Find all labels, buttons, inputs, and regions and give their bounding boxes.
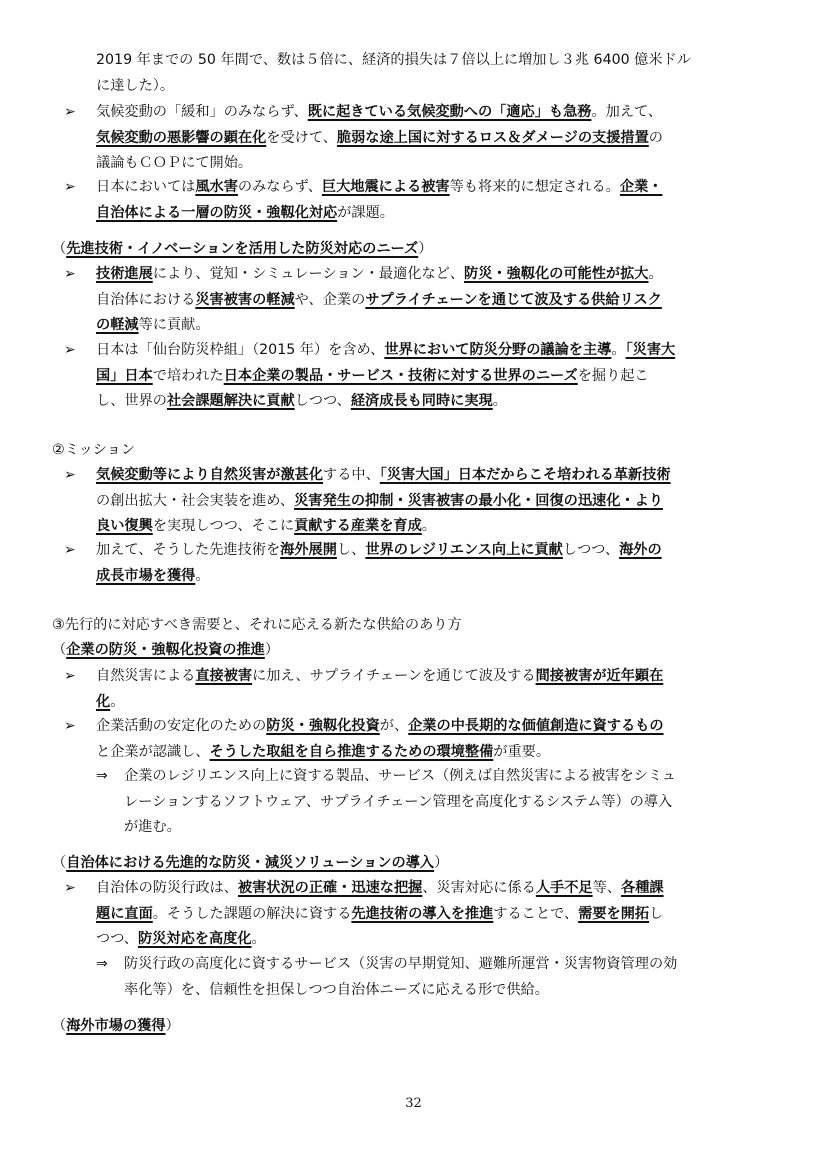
body-text: ③先行的に対応すべき需要と、それに応える新たな供給のあり方 [52, 617, 462, 633]
text-line [96, 313, 663, 339]
body-text: ） [165, 1018, 180, 1034]
body-text: の [648, 129, 663, 146]
body-text: 。加えて、 [591, 104, 663, 120]
emphasis-text: 気候変動の悪影響の顕在化 [96, 129, 267, 146]
body-text: ） [434, 855, 449, 871]
text-line [96, 126, 663, 152]
emphasis-text: 海外の [619, 542, 662, 558]
body-text: 加えて、そうした先進技術を [96, 542, 281, 558]
body-text: 。 [648, 266, 663, 282]
body-text: を受けて、 [266, 129, 337, 146]
body-text: レーションするソフトウェア、サプライチェーン管理を高度化するシステム等）の導入 [124, 793, 673, 810]
arrow-marker: ⇒ [96, 768, 108, 784]
text-line [124, 764, 676, 790]
text-line [96, 389, 675, 415]
body-text: （ [52, 855, 67, 871]
text-line [96, 74, 691, 100]
emphasis-text: 気候変動等により自然災害が激甚化 [96, 467, 324, 483]
body-text: を実現しつつ、そこに [152, 518, 295, 534]
bullet-marker: ➢ [64, 718, 76, 734]
text-line [124, 978, 677, 1004]
body-text: 。 [110, 693, 125, 710]
emphasis-text: 成長市場を獲得 [96, 567, 196, 584]
body-text: 。 [611, 342, 626, 358]
body-text: 等、 [592, 880, 622, 896]
bullet-mission-overseas [96, 538, 662, 589]
body-text: 。 [421, 518, 436, 534]
body-text: 日本は「仙台防災枠組」（2015 年）を含め、 [96, 342, 385, 358]
text-line [124, 952, 677, 978]
text-line [96, 740, 664, 766]
emphasis-text: 直接被害 [195, 668, 253, 684]
emphasis-text: 経済成長も同時に実現 [350, 393, 493, 409]
emphasis-text: 既に起きている気候変動への「適応」も急務 [307, 104, 592, 120]
arrow-marker: ⇒ [96, 956, 108, 972]
bullet-japan-disasters [96, 175, 662, 226]
text-line [96, 201, 662, 227]
arrow-item-corporate-products [124, 764, 676, 841]
body-text: する中、 [323, 467, 380, 483]
bullet-resilience-investment [96, 714, 664, 765]
section-mission-heading [52, 438, 135, 464]
text-line [96, 151, 663, 177]
page-number: 32 [405, 1096, 422, 1111]
body-text: 。 [251, 931, 266, 947]
body-text: 自然災害による [96, 668, 196, 684]
body-text: （ [52, 1018, 67, 1034]
emphasis-text: 先進技術・イノベーションを活用した防災対応のニーズ [66, 241, 419, 257]
text-line [96, 338, 675, 364]
bullet-municipal-admin [96, 876, 664, 953]
body-text: 気候変動の「緩和」のみならず、 [96, 104, 308, 120]
text-line [52, 237, 432, 263]
body-text: と企業が認識し、 [96, 743, 210, 760]
body-text: 企業のレジリエンス向上に資する製品、サービス（例えば自然災害による被害をシミュ [124, 768, 676, 784]
emphasis-text: 海外市場の獲得 [66, 1018, 166, 1034]
emphasis-text: の軽減 [96, 317, 139, 333]
text-line [52, 613, 462, 639]
emphasis-text: サプライチェーンを通じて波及する供給リスク [365, 291, 662, 308]
body-text: が進む。 [124, 819, 181, 835]
emphasis-text: 自治体による一層の防災・強靱化対応 [96, 204, 338, 221]
text-line [124, 790, 676, 816]
body-text: 議論もＣＯＰにて開始。 [96, 155, 253, 171]
text-line [52, 638, 279, 664]
emphasis-text: 社会課題解決に貢献 [166, 393, 295, 409]
text-line [96, 48, 691, 74]
emphasis-text: 貢献する産業を育成 [294, 518, 422, 534]
bullet-adaptation [96, 100, 663, 177]
text-line [96, 714, 664, 740]
bullet-marker: ➢ [64, 467, 76, 483]
body-text: を掘り起こ [577, 367, 649, 384]
body-text: 率化等）を、信頼性を担保しつつ自治体ニーズに応える形で供給。 [124, 981, 549, 998]
body-text: により、覚知・シミュレーション・最適化など、 [152, 266, 465, 282]
heading-corporate-investment [52, 638, 279, 664]
text-line [96, 514, 671, 540]
body-text: や、企業の [294, 291, 366, 308]
emphasis-text: 国」日本 [96, 367, 153, 384]
emphasis-text: 企業・ [619, 179, 663, 195]
text-line [96, 664, 663, 690]
emphasis-text: 防災対応を高度化 [138, 931, 252, 947]
emphasis-text: 巨大地震による被害 [321, 179, 450, 195]
body-text: （ [52, 642, 67, 658]
emphasis-text: 企業の中長期的な価値創造に資するもの [408, 718, 664, 734]
text-line [96, 262, 663, 288]
emphasis-text: 災害被害の軽減 [195, 291, 295, 308]
bullet-marker: ➢ [64, 542, 76, 558]
heading-municipal-solutions [52, 851, 448, 877]
emphasis-text: 先進技術の導入を推進 [351, 905, 494, 922]
text-line [96, 927, 664, 953]
bullet-marker: ➢ [64, 266, 76, 282]
emphasis-text: 日本企業の製品・サービス・技術に対する世界のニーズ [223, 367, 578, 384]
body-text: 日本においては [96, 179, 196, 195]
body-text: 2019 年までの 50 年間で、数は５倍に、経済的損失は７倍以上に増加し３兆 6400 億米ドル [96, 52, 691, 68]
intro-paragraph [96, 48, 691, 99]
body-text: しつつ、 [562, 542, 620, 558]
body-text: し、 [336, 542, 366, 558]
bullet-tech-progress [96, 262, 663, 339]
body-text: で培われた [152, 367, 224, 384]
body-text: 。 [195, 567, 210, 584]
emphasis-text: 脆弱な途上国に対するロス＆ダメージの支援措置 [336, 129, 649, 146]
body-text: しつつ、 [294, 393, 351, 409]
body-text: 自治体における [96, 291, 196, 308]
text-line [52, 1014, 180, 1040]
emphasis-text: 化 [96, 693, 111, 710]
emphasis-text: 需要を開拓 [578, 905, 650, 922]
text-line [96, 489, 671, 515]
body-text: ②ミッション [52, 442, 136, 458]
text-line [52, 438, 135, 464]
bullet-marker: ➢ [64, 104, 76, 120]
body-text: 。 [492, 393, 507, 409]
emphasis-text: 人手不足 [535, 880, 593, 896]
text-line [96, 690, 663, 716]
body-text: ） [418, 241, 433, 257]
emphasis-text: 「災害大国」日本だからこそ培われる革新技術 [379, 467, 671, 483]
heading-overseas-market [52, 1014, 180, 1040]
text-line [96, 463, 671, 489]
bullet-indirect-damage [96, 664, 663, 715]
arrow-item-municipal-services [124, 952, 677, 1003]
body-text: し [649, 905, 664, 922]
heading-tech-needs [52, 237, 432, 263]
bullet-marker: ➢ [64, 880, 76, 896]
emphasis-text: 防災・強靱化の可能性が拡大 [464, 266, 649, 282]
body-text: 企業活動の安定化のための [96, 718, 267, 734]
body-text: し、世界の [96, 393, 167, 409]
body-text: 防災行政の高度化に資するサービス（災害の早期覚知、避難所運営・災害物資管理の効 [124, 956, 678, 972]
emphasis-text: 各種課 [621, 880, 664, 896]
body-text: することで、 [493, 905, 579, 922]
bullet-marker: ➢ [64, 342, 76, 358]
body-text: ） [264, 642, 280, 658]
text-line [96, 538, 662, 564]
emphasis-text: 企業の防災・強靱化投資の推進 [66, 642, 265, 658]
body-text: 、災害対応に係る [422, 880, 536, 896]
text-line [96, 175, 662, 201]
emphasis-text: 題に直面 [96, 905, 153, 922]
text-line [96, 902, 664, 928]
body-text: に加え、サプライチェーンを通じて波及する [252, 668, 536, 684]
body-text: 自治体の防災行政は、 [96, 880, 238, 896]
bullet-sendai-framework [96, 338, 675, 415]
body-text: つつ、 [96, 931, 138, 947]
text-line [96, 564, 662, 590]
body-text: のみならず、 [237, 179, 322, 195]
body-text: 等も将来的に想定される。 [449, 179, 620, 195]
bullet-marker: ➢ [64, 668, 76, 684]
emphasis-text: そうした取組を自ら推進するための環境整備 [209, 743, 494, 760]
emphasis-text: 技術進展 [96, 266, 153, 282]
emphasis-text: 世界において防災分野の議論を主導 [384, 342, 612, 358]
emphasis-text: 世界のレジリエンス向上に貢献 [365, 542, 563, 558]
emphasis-text: 自治体における先進的な防災・減災ソリューションの導入 [66, 855, 435, 871]
text-line [96, 100, 663, 126]
body-text: が、 [379, 718, 409, 734]
bullet-marker: ➢ [64, 179, 76, 195]
body-text: の創出拡大・社会実装を進め、 [96, 492, 295, 509]
emphasis-text: 良い復興 [96, 518, 153, 534]
section-demand-supply-heading [52, 613, 462, 639]
emphasis-text: 風水害 [195, 179, 238, 195]
bullet-mission-innovation [96, 463, 671, 540]
text-line [96, 288, 663, 314]
emphasis-text: 海外展開 [280, 542, 337, 558]
text-line [96, 876, 664, 902]
text-line [52, 851, 448, 877]
emphasis-text: 間接被害が近年顕在 [535, 668, 664, 684]
emphasis-text: 災害発生の抑制・災害被害の最小化・回復の迅速化・より [294, 492, 663, 509]
body-text: が重要。 [493, 743, 551, 760]
emphasis-text: 「災害大 [625, 342, 676, 358]
body-text: 。そうした課題の解決に資する [152, 905, 352, 922]
body-text: が課題。 [337, 204, 394, 221]
body-text: に達した）。 [96, 77, 175, 94]
text-line [96, 364, 675, 390]
body-text: （ [52, 241, 67, 257]
body-text: 等に貢献。 [138, 317, 210, 333]
emphasis-text: 防災・強靱化投資 [266, 718, 380, 734]
emphasis-text: 被害状況の正確・迅速な把握 [237, 880, 423, 896]
text-line [124, 815, 676, 841]
